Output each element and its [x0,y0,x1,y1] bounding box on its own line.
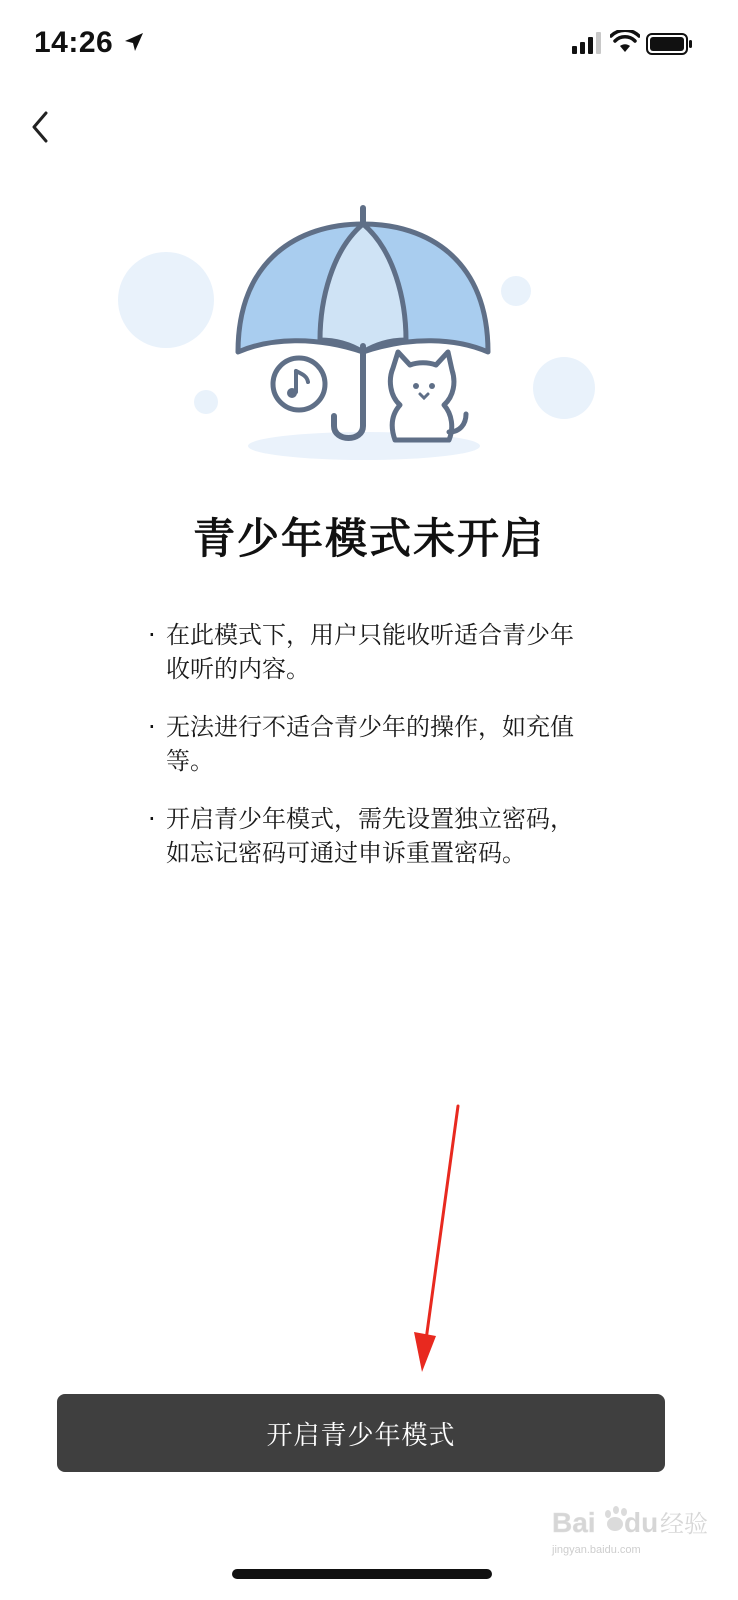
svg-text:du: du [624,1507,659,1538]
svg-text:经验: 经验 [660,1510,708,1538]
bullet: · [148,621,156,649]
chevron-left-icon [22,100,66,156]
bubble-decoration [501,276,531,306]
list-item [148,710,588,778]
cellular-signal-icon [572,32,604,56]
battery-icon [646,32,694,56]
red-arrow-annotation [400,1100,470,1380]
umbrella-handle [334,346,363,438]
wifi-icon [610,30,640,54]
rule-text: 无法进行不适合青少年的操作，如充值等。 [166,713,574,775]
back-button[interactable] [22,100,66,156]
bullet: · [148,805,156,833]
bubble-decoration [533,357,595,419]
page-title: 青少年模式未开启 [192,514,545,563]
umbrella-illustration [110,200,630,470]
bubble-decoration [118,252,214,348]
bubble-decoration [194,390,218,414]
baidu-watermark [552,1500,712,1560]
rule-text: 开启青少年模式，需先设置独立密码，如忘记密码可通过申诉重置密码。 [166,805,574,867]
rule-text: 在此模式下，用户只能收听适合青少年收听的内容。 [166,621,574,683]
enable-teen-mode-button[interactable]: 开启青少年模式 [57,1394,665,1472]
bullet: · [148,713,156,741]
home-indicator[interactable] [232,1569,492,1579]
list-item [148,802,588,870]
watermark-url: jingyan.baidu.com [552,1544,641,1556]
baidu-jingyan-logo [552,1500,712,1544]
status-time: 14:26 [34,26,114,59]
svg-text:Bai: Bai [552,1507,596,1538]
rules-list [148,618,588,894]
music-note-icon [273,358,325,410]
cat-illustration [390,352,466,440]
status-bar [0,0,738,90]
location-arrow-icon [122,30,146,54]
list-item [148,618,588,686]
